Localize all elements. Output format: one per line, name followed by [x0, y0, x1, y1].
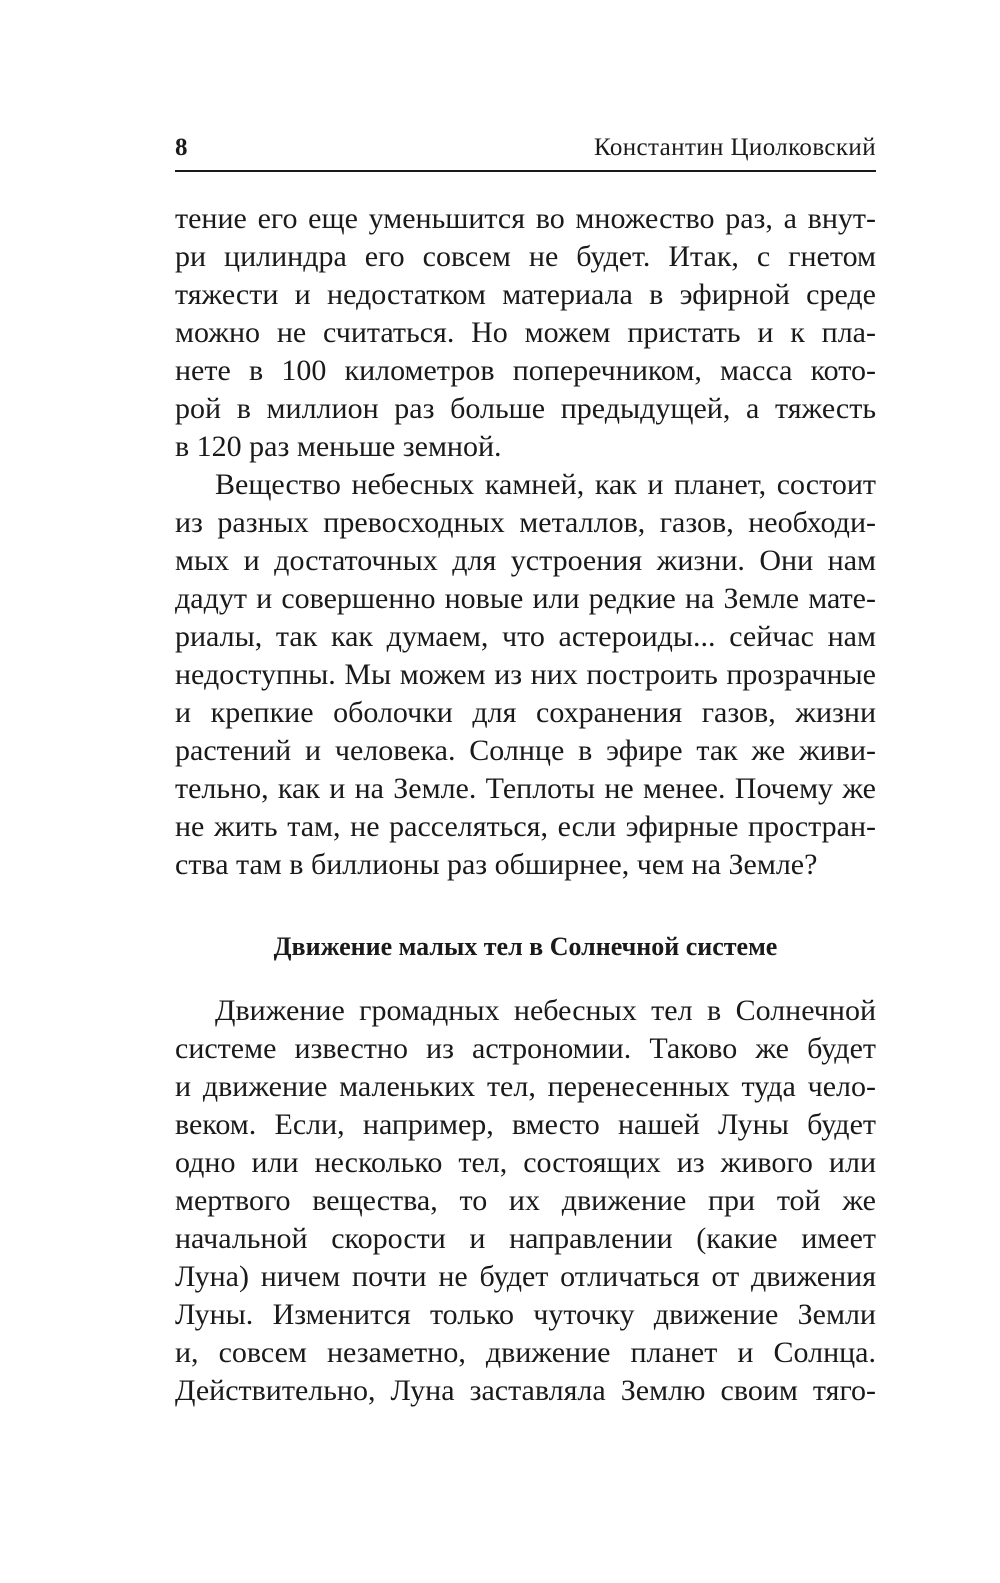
- text-line: Вещество небесных камней, как и планет, состоит: [215, 468, 876, 501]
- section-heading: Движение малых тел в Солнечной системе: [273, 932, 778, 961]
- text-line: ри цилиндра его совсем не будет. Итак, с гнетом: [175, 240, 876, 273]
- text-line: можно не считаться. Но можем пристать и к пла-: [175, 316, 876, 349]
- text-line: в 120 раз меньше земной.: [175, 430, 502, 463]
- text-line: и, совсем незаметно, движение планет и Солнца.: [175, 1336, 876, 1369]
- text-line: растений и человека. Солнце в эфире так же живи-: [175, 734, 876, 767]
- text-line: мых и достаточных для устроения жизни. Они нам: [175, 544, 876, 577]
- text-line: тельно, как и на Земле. Теплоты не менее. Почему же: [175, 772, 876, 805]
- text-line: тение его еще уменьшится во множество раз, а внут-: [175, 202, 876, 235]
- page-number: 8: [175, 134, 188, 161]
- text-line: Луны. Изменится только чуточку движение Земли: [175, 1298, 876, 1331]
- text-line: системе известно из астрономии. Таково же будет: [175, 1032, 876, 1065]
- text-line: и крепкие оболочки для сохранения газов, жизни: [175, 696, 876, 729]
- text-line: рой в миллион раз больше предыдущей, а тяжесть: [175, 392, 876, 425]
- text-line: Действительно, Луна заставляла Землю своим тяго-: [175, 1374, 876, 1407]
- text-line: Луна) ничем почти не будет отличаться от движения: [175, 1260, 876, 1293]
- text-line: недоступны. Мы можем из них построить прозрачные: [175, 658, 876, 691]
- running-title: Константин Циолковский: [594, 134, 876, 161]
- text-line: из разных превосходных металлов, газов, необходи-: [175, 506, 876, 539]
- text-line: тяжести и недостатком материала в эфирной среде: [175, 278, 876, 311]
- text-line: нете в 100 километров поперечником, масса кото-: [175, 354, 876, 387]
- text-line: ства там в биллионы раз обширнее, чем на Земле?: [175, 848, 818, 881]
- running-header: [175, 128, 876, 172]
- text-line: Движение громадных небесных тел в Солнечной: [215, 994, 876, 1027]
- text-line: мертвого вещества, то их движение при той же: [175, 1184, 876, 1217]
- text-line: дадут и совершенно новые или редкие на Земле мате-: [175, 582, 876, 615]
- text-line: одно или несколько тел, состоящих из живого или: [175, 1146, 876, 1179]
- text-line: и движение маленьких тел, перенесенных туда чело-: [175, 1070, 876, 1103]
- text-line: не жить там, не расселяться, если эфирные простран-: [175, 810, 876, 843]
- text-line: веком. Если, например, вместо нашей Луны будет: [175, 1108, 876, 1141]
- text-line: риалы, так как думаем, что астероиды... сейчас нам: [175, 620, 876, 653]
- text-line: начальной скорости и направлении (какие имеет: [175, 1222, 876, 1255]
